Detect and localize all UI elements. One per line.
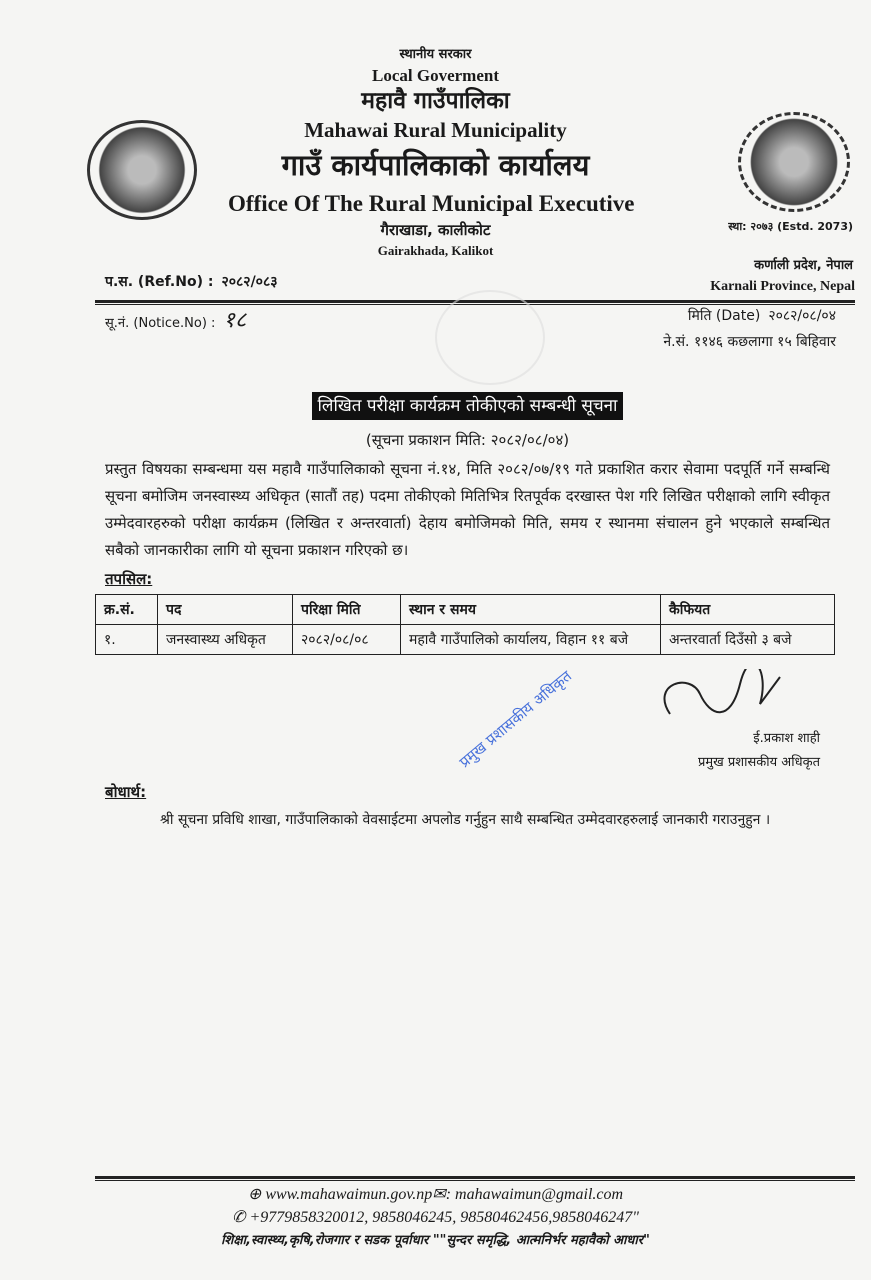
header-np-office: गाउँ कार्यपालिकाको कार्यालय <box>281 148 590 182</box>
signatory-designation: प्रमुख प्रशासकीय अधिकृत <box>697 755 820 770</box>
ref-label: प.स. (Ref.No) : <box>105 274 214 290</box>
header-post: पद <box>158 595 293 625</box>
header-np-local-gov: स्थानीय सरकार <box>399 47 472 62</box>
cell-post: जनस्वास्थ्य अधिकृत <box>158 625 293 655</box>
header-exam-date: परिक्षा मिति <box>293 595 401 625</box>
cc-label: बोधार्थ: <box>105 783 147 801</box>
footer-divider <box>95 1176 855 1181</box>
table-header-row <box>96 595 835 625</box>
cell-sn: १. <box>96 625 158 655</box>
province: Karnali Province, Nepal <box>710 279 855 294</box>
notice-value: १८ <box>223 307 247 332</box>
established: स्था: २०७३ (Estd. 2073) <box>728 220 853 233</box>
header-remarks: कैफियत <box>661 595 835 625</box>
header-np-address: गैराखाडा, कालीकोट <box>380 221 491 239</box>
nepal-sambat-date: ने.सं. ११४६ कछलागा १५ बिहिवार <box>663 334 836 350</box>
notice-number <box>105 308 246 336</box>
cell-exam-date: २०८२/०८/०८ <box>293 625 401 655</box>
mail-icon: ✉ <box>432 1186 446 1203</box>
header-np-municipality: महावै गाउँपालिका <box>361 88 510 114</box>
exam-schedule-table <box>95 594 835 655</box>
cc-text: श्री सूचना प्रविधि शाखा, गाउँपालिकाको वेवसाईटमा अपलोड गर्नुहुन साथै सम्बन्धित उम्मेदवारहरुलाई जानकारी गराउनुहुन । <box>160 812 771 828</box>
header-venue-time: स्थान र समय <box>401 595 661 625</box>
signatory-name: ई.प्रकाश शाही <box>753 731 820 746</box>
notice-title: लिखित परीक्षा कार्यक्रम तोकीएको सम्बन्धी सूचना <box>312 392 624 420</box>
nepal-emblem-logo <box>738 112 850 212</box>
date <box>688 306 836 326</box>
publish-date: (सूचना प्रकाशन मिति: २०८२/०८/०४) <box>365 431 570 449</box>
footer <box>0 1183 871 1252</box>
ref-number <box>105 272 278 292</box>
cell-remarks: अन्तरवार्ता दिउँसो ३ बजे <box>661 625 835 655</box>
globe-icon: ⊕ <box>247 1186 262 1203</box>
signature <box>650 669 790 729</box>
details-label: तपसिल: <box>105 570 153 588</box>
watermark-seal <box>435 290 545 385</box>
table-row <box>96 625 835 655</box>
header-address: Gairakhada, Kalikot <box>377 243 494 258</box>
header-municipality: Mahawai Rural Municipality <box>304 118 567 142</box>
date-value: २०८२/०८/०४ <box>768 308 836 324</box>
notice-body: प्रस्तुत विषयका सम्बन्धमा यस महावै गाउँपालिकाको सूचना नं.१४, मिति २०८२/०७/१९ गते प्रकाशित करार सेवामा पदपूर्ति गर्ने सम्बन्धि सूचना बमोजिम जनस्वास्थ्य अधिकृत (सातौं तह) पदमा तोकीएको मितिभित्र रितपूर्वक दरखास्त पेश गरि लिखित परीक्षाको लागि स्वीकृत उम्मेदवारहरुको परीक्षा कार्यक्रम (लिखित र अन्तरवार्ता) देहाय बमोजिमको मिति, समय र स्थानमा संचालन हुने भएकाले सम्बन्धित सबैको जानकारीका लागि यो सूचना प्रकाशन गरिएको छ। <box>105 460 830 559</box>
notice-label: सू.नं. (Notice.No) : <box>105 316 216 331</box>
np-province: कर्णाली प्रदेश, नेपाल <box>754 258 853 273</box>
website-link[interactable]: www.mahawaimun.gov.np <box>265 1186 433 1203</box>
phone-numbers: +9779858320012, 9858046245, 98580462456,9858046247" <box>249 1209 639 1226</box>
signature-block <box>95 666 840 781</box>
email: : mahawaimun@gmail.com <box>445 1186 624 1203</box>
official-stamp: प्रमुख प्रशासकीय अधिकृत <box>455 666 576 772</box>
footer-slogan: शिक्षा,स्वास्थ्य,कृषि,रोजगार र सडक पूर्वाधार ""सुन्दर समृद्धि, आत्मनिर्भर महावैको आधार" <box>221 1233 650 1248</box>
date-label: मिति (Date) <box>687 308 761 324</box>
municipality-logo <box>87 120 197 220</box>
header-local-gov: Local Goverment <box>372 66 499 85</box>
cell-venue-time: महावै गाउँपालिको कार्यालय, विहान ११ बजे <box>401 625 661 655</box>
phone-icon: ✆ <box>232 1209 246 1226</box>
ref-value: २०८२/०८३ <box>221 274 278 290</box>
header-sn: क्र.सं. <box>96 595 158 625</box>
notice-content <box>95 392 840 831</box>
header-office: Office Of The Rural Municipal Executive <box>228 191 635 216</box>
